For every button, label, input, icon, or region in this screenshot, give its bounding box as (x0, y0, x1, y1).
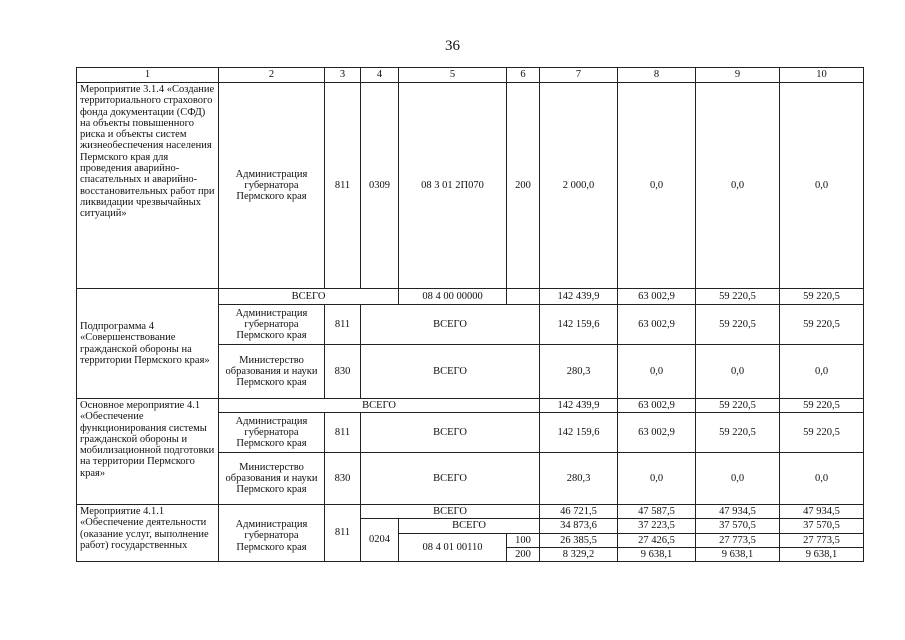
grbs-cell: 811 (325, 83, 361, 289)
header-row (77, 68, 864, 83)
activity-name: Мероприятие 3.1.4 «Создание территориального страхового фонда документации (СФД) на объекты повышенного риска и объекты систем жизнеобеспечения населения Пермского края для проведения аварийно-спасательных и аварийно-восстановительных работ при ликвидации чрезвычайных ситуаций» (77, 83, 219, 289)
value-cell: 59 220,5 (696, 289, 780, 305)
value-cell: 142 439,9 (540, 399, 618, 413)
value-cell: 37 570,5 (780, 519, 864, 534)
value-cell: 63 002,9 (618, 289, 696, 305)
value-cell: 59 220,5 (780, 289, 864, 305)
column-header: 5 (399, 68, 507, 83)
column-header: 4 (361, 68, 399, 83)
value-cell: 142 439,9 (540, 289, 618, 305)
executor-cell: Администрация губернатора Пермского края (219, 505, 325, 562)
page-number: 36 (445, 38, 460, 54)
value-cell: 63 002,9 (618, 399, 696, 413)
executor-cell: Министерство образования и науки Пермского края (219, 453, 325, 505)
column-header: 8 (618, 68, 696, 83)
column-header: 2 (219, 68, 325, 83)
value-cell: 37 570,5 (696, 519, 780, 534)
value-cell: 26 385,5 (540, 534, 618, 548)
value-cell: 0,0 (780, 83, 864, 289)
vr-cell: 200 (507, 83, 540, 289)
value-cell: 46 721,5 (540, 505, 618, 519)
grbs-cell: 811 (325, 413, 361, 453)
main-activity-name: Основное мероприятие 4.1 «Обеспечение функционирования системы гражданской обороны и мобилизационной подготовки на территории Пермского края» (77, 399, 219, 505)
vr-cell (507, 289, 540, 305)
value-cell: 59 220,5 (696, 413, 780, 453)
value-cell: 280,3 (540, 453, 618, 505)
table-row (77, 505, 864, 519)
csr-cell: 08 4 00 00000 (399, 289, 507, 305)
value-cell: 9 638,1 (780, 548, 864, 562)
total-label: ВСЕГО (361, 453, 540, 505)
rzpr-cell: 0309 (361, 83, 399, 289)
value-cell: 0,0 (780, 453, 864, 505)
activity-name: Мероприятие 4.1.1 «Обеспечение деятельности (оказание услуг, выполнение работ) государственных (77, 505, 219, 562)
value-cell: 0,0 (696, 453, 780, 505)
total-label: ВСЕГО (399, 519, 540, 534)
value-cell: 142 159,6 (540, 305, 618, 345)
value-cell: 8 329,2 (540, 548, 618, 562)
column-header: 3 (325, 68, 361, 83)
executor-cell: Администрация губернатора Пермского края (219, 413, 325, 453)
value-cell: 142 159,6 (540, 413, 618, 453)
executor-cell: Администрация губернатора Пермского края (219, 305, 325, 345)
value-cell: 27 773,5 (696, 534, 780, 548)
value-cell: 59 220,5 (696, 399, 780, 413)
value-cell: 2 000,0 (540, 83, 618, 289)
value-cell: 0,0 (696, 345, 780, 399)
vr-cell: 200 (507, 548, 540, 562)
value-cell: 280,3 (540, 345, 618, 399)
csr-cell: 08 4 01 00110 (399, 534, 507, 562)
value-cell: 0,0 (618, 453, 696, 505)
value-cell: 0,0 (780, 345, 864, 399)
column-header: 6 (507, 68, 540, 83)
value-cell: 0,0 (618, 83, 696, 289)
total-label: ВСЕГО (361, 345, 540, 399)
total-label: ВСЕГО (361, 505, 540, 519)
grbs-cell: 830 (325, 453, 361, 505)
budget-table (76, 67, 864, 562)
value-cell: 9 638,1 (618, 548, 696, 562)
value-cell: 63 002,9 (618, 413, 696, 453)
value-cell: 59 220,5 (780, 305, 864, 345)
grbs-cell: 811 (325, 305, 361, 345)
value-cell: 59 220,5 (780, 399, 864, 413)
grbs-cell: 830 (325, 345, 361, 399)
column-header: 10 (780, 68, 864, 83)
value-cell: 27 426,5 (618, 534, 696, 548)
total-label: ВСЕГО (361, 413, 540, 453)
total-label: ВСЕГО (219, 399, 540, 413)
column-header: 9 (696, 68, 780, 83)
value-cell: 34 873,6 (540, 519, 618, 534)
table-row (77, 399, 864, 413)
value-cell: 47 934,5 (780, 505, 864, 519)
table-row (77, 83, 864, 289)
vr-cell: 100 (507, 534, 540, 548)
value-cell: 63 002,9 (618, 305, 696, 345)
executor-cell: Министерство образования и науки Пермского края (219, 345, 325, 399)
value-cell: 59 220,5 (696, 305, 780, 345)
value-cell: 37 223,5 (618, 519, 696, 534)
table-row (77, 289, 864, 305)
value-cell: 59 220,5 (780, 413, 864, 453)
total-label: ВСЕГО (219, 289, 399, 305)
value-cell: 9 638,1 (696, 548, 780, 562)
executor-cell: Администрация губернатора Пермского края (219, 83, 325, 289)
column-header: 1 (77, 68, 219, 83)
value-cell: 0,0 (696, 83, 780, 289)
rzpr-cell: 0204 (361, 519, 399, 562)
value-cell: 0,0 (618, 345, 696, 399)
value-cell: 47 934,5 (696, 505, 780, 519)
subprogram-name: Подпрограмма 4 «Совершенствование гражданской обороны на территории Пермского края» (77, 289, 219, 399)
total-label: ВСЕГО (361, 305, 540, 345)
value-cell: 27 773,5 (780, 534, 864, 548)
value-cell: 47 587,5 (618, 505, 696, 519)
column-header: 7 (540, 68, 618, 83)
csr-cell: 08 3 01 2П070 (399, 83, 507, 289)
grbs-cell: 811 (325, 505, 361, 562)
